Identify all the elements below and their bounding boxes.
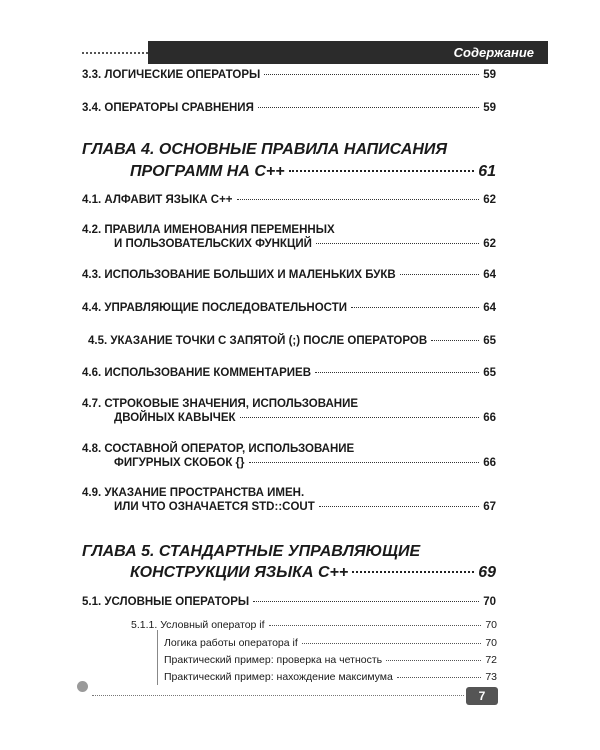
entry-title: ПРОГРАММ НА С++: [130, 163, 285, 180]
subsection-rule: [157, 630, 158, 685]
dot-leader: [352, 571, 474, 573]
entry-title: 3.4. ОПЕРАТОРЫ СРАВНЕНИЯ: [82, 102, 254, 114]
entry-title: 5.1. УСЛОВНЫЕ ОПЕРАТОРЫ: [82, 596, 250, 608]
toc-entry-4-6[interactable]: [82, 367, 496, 379]
header-title: Содержание: [453, 45, 534, 60]
entry-title: Логика работы оператора if: [164, 637, 298, 649]
entry-page: 59: [483, 69, 496, 81]
toc-entry-3-3[interactable]: [82, 69, 496, 81]
toc-entry-5-1[interactable]: [82, 596, 496, 608]
entry-title: 3.3. ЛОГИЧЕСКИЕ ОПЕРАТОРЫ: [82, 69, 261, 81]
entry-page: 70: [483, 596, 496, 608]
toc-entry-4-9[interactable]: [114, 501, 496, 513]
toc-entry-4-4[interactable]: [82, 302, 496, 314]
entry-page: 66: [483, 457, 496, 469]
dot-leader: [249, 462, 480, 463]
dot-leader: [397, 677, 481, 678]
toc-entry-3-4[interactable]: [82, 102, 496, 114]
entry-page: 70: [485, 637, 497, 649]
entry-page: 73: [485, 671, 497, 683]
header-dotted-rule: [82, 52, 148, 54]
running-header: [148, 41, 548, 64]
entry-page: 62: [483, 238, 496, 250]
dot-leader: [315, 372, 479, 373]
entry-title: Практический пример: нахождение максимума: [164, 671, 393, 683]
dot-leader: [269, 625, 482, 626]
entry-page: 67: [483, 501, 496, 513]
entry-page: 72: [485, 654, 497, 666]
footer-circle-icon: [77, 681, 88, 692]
toc-entry-4-2[interactable]: [114, 238, 496, 250]
dot-leader: [289, 170, 475, 172]
entry-page: 59: [483, 102, 496, 114]
entry-page: 64: [483, 269, 496, 281]
toc-entry-chapter-5[interactable]: [130, 564, 496, 582]
dot-leader: [431, 340, 479, 341]
entry-page: 62: [483, 194, 496, 206]
dot-leader: [264, 74, 479, 75]
entry-page: 64: [483, 302, 496, 314]
toc-entry-4-5[interactable]: [88, 335, 496, 347]
toc-entry-chapter-4[interactable]: [130, 163, 496, 181]
dot-leader: [237, 199, 480, 200]
dot-leader: [316, 243, 479, 244]
toc-entry-max-example[interactable]: [164, 671, 497, 683]
entry-title: 5.1.1. Условный оператор if: [131, 619, 265, 631]
toc-entry-5-1-1[interactable]: [131, 619, 497, 631]
chapter-4-title-line1: ГЛАВА 4. ОСНОВНЫЕ ПРАВИЛА НАПИСАНИЯ: [82, 141, 448, 158]
entry-4-2-line1: 4.2. ПРАВИЛА ИМЕНОВАНИЯ ПЕРЕМЕННЫХ: [82, 224, 335, 236]
entry-title: 4.1. АЛФАВИТ ЯЗЫКА С++: [82, 194, 233, 206]
entry-page: 65: [483, 367, 496, 379]
entry-title: 4.6. ИСПОЛЬЗОВАНИЕ КОММЕНТАРИЕВ: [82, 367, 312, 379]
toc-entry-4-3[interactable]: [82, 269, 496, 281]
dot-leader: [386, 660, 481, 661]
toc-entry-logic-if[interactable]: [164, 637, 497, 649]
entry-title: ФИГУРНЫХ СКОБОК {}: [114, 457, 245, 469]
entry-page: 70: [485, 619, 497, 631]
entry-4-8-line1: 4.8. СОСТАВНОЙ ОПЕРАТОР, ИСПОЛЬЗОВАНИЕ: [82, 443, 355, 455]
dot-leader: [253, 601, 479, 602]
dot-leader: [302, 643, 482, 644]
dot-leader: [400, 274, 479, 275]
dot-leader: [319, 506, 479, 507]
entry-title: КОНСТРУКЦИИ ЯЗЫКА С++: [130, 564, 349, 581]
entry-page: 65: [483, 335, 496, 347]
entry-4-7-line1: 4.7. СТРОКОВЫЕ ЗНАЧЕНИЯ, ИСПОЛЬЗОВАНИЕ: [82, 398, 359, 410]
dot-leader: [351, 307, 479, 308]
entry-4-9-line1: 4.9. УКАЗАНИЕ ПРОСТРАНСТВА ИМЕН.: [82, 487, 305, 499]
toc-entry-4-7[interactable]: [114, 412, 496, 424]
entry-page: 61: [478, 163, 496, 180]
toc-entry-4-1[interactable]: [82, 194, 496, 206]
toc-entry-4-8[interactable]: [114, 457, 496, 469]
entry-title: И ПОЛЬЗОВАТЕЛЬСКИХ ФУНКЦИЙ: [114, 238, 312, 250]
entry-title: 4.4. УПРАВЛЯЮЩИЕ ПОСЛЕДОВАТЕЛЬНОСТИ: [82, 302, 347, 314]
entry-title: 4.3. ИСПОЛЬЗОВАНИЕ БОЛЬШИХ И МАЛЕНЬКИХ БУКВ: [82, 269, 396, 281]
dot-leader: [240, 417, 480, 418]
chapter-5-title-line1: ГЛАВА 5. СТАНДАРТНЫЕ УПРАВЛЯЮЩИЕ: [82, 543, 421, 560]
toc-entry-parity-example[interactable]: [164, 654, 497, 666]
entry-title: ИЛИ ЧТО ОЗНАЧАЕТСЯ STD::COUT: [114, 501, 315, 513]
entry-title: ДВОЙНЫХ КАВЫЧЕК: [114, 412, 236, 424]
dot-leader: [258, 107, 479, 108]
footer-dotted-rule: [92, 695, 464, 696]
entry-title: 4.5. УКАЗАНИЕ ТОЧКИ С ЗАПЯТОЙ (;) ПОСЛЕ ОПЕРАТОРОВ: [88, 335, 428, 347]
entry-page: 69: [478, 564, 496, 581]
entry-title: Практический пример: проверка на четность: [164, 654, 383, 666]
page-number-badge: [466, 687, 498, 705]
page-number: 7: [478, 689, 486, 703]
entry-page: 66: [483, 412, 496, 424]
